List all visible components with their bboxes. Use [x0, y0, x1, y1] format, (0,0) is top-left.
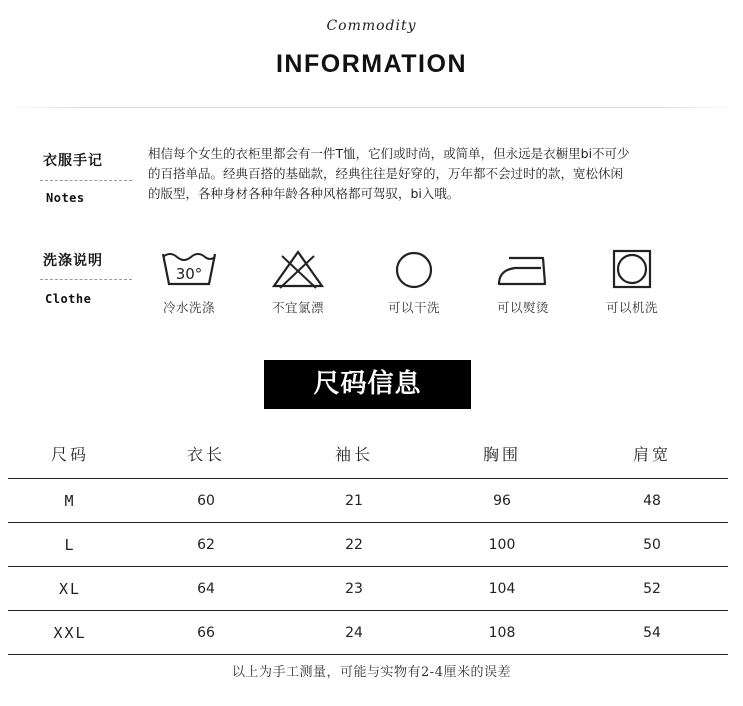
shoulder-cell: 50	[576, 523, 728, 567]
chest-cell: 100	[428, 523, 576, 567]
care-label-iron: 可以熨烫	[496, 300, 549, 315]
notes-label-divider	[40, 180, 132, 181]
chest-cell: 104	[428, 567, 576, 611]
sleeve-cell: 24	[280, 611, 428, 655]
care-label-machine-wash: 可以机洗	[605, 300, 658, 315]
notes-label-cn: 衣服手记	[43, 153, 103, 169]
care-item-iron	[478, 248, 568, 316]
size-info-banner: 尺码信息	[264, 360, 471, 409]
care-label-cold-wash: 冷水洗涤	[162, 300, 215, 315]
header-shoulder: 肩宽	[576, 428, 728, 479]
size-table-header-row	[8, 428, 728, 479]
iron-icon	[493, 248, 553, 290]
notes-label-en: Notes	[46, 191, 85, 205]
care-label-dry-clean: 可以干洗	[387, 300, 440, 315]
care-label-no-bleach: 不宜氯漂	[271, 300, 324, 315]
table-row	[8, 479, 728, 523]
size-table	[8, 428, 728, 655]
tumble-dry-icon	[602, 248, 662, 290]
sleeve-cell: 21	[280, 479, 428, 523]
care-label-divider	[40, 279, 132, 280]
sleeve-cell: 22	[280, 523, 428, 567]
size-cell: XL	[8, 567, 132, 611]
notes-text: 相信每个女生的衣柜里都会有一件T恤，它们或时尚，或简单，但永远是衣橱里bi不可少 的百搭单品。经典百搭的基础款，经典往往是好穿的，万年都不会过时的款，宽松休闲 的版型，各种身材各种年龄各种风格都可驾驭，bi入哦。	[148, 146, 630, 201]
chest-cell: 96	[428, 479, 576, 523]
care-item-machine-wash	[587, 248, 677, 316]
shoulder-cell: 52	[576, 567, 728, 611]
size-cell: L	[8, 523, 132, 567]
page-title: INFORMATION	[275, 50, 467, 78]
care-label-en: Clothe	[45, 292, 92, 306]
size-cell: XXL	[8, 611, 132, 655]
sleeve-cell: 23	[280, 567, 428, 611]
wash-temperature-text: 30°	[175, 265, 203, 283]
length-cell: 62	[132, 523, 280, 567]
care-item-cold-wash	[144, 248, 234, 316]
dry-clean-icon	[384, 248, 444, 290]
length-cell: 64	[132, 567, 280, 611]
header-size: 尺码	[8, 428, 132, 479]
care-label-cn: 洗涤说明	[43, 253, 103, 269]
header-chest: 胸围	[428, 428, 576, 479]
care-item-dry-clean	[369, 248, 459, 316]
shoulder-cell: 48	[576, 479, 728, 523]
length-cell: 60	[132, 479, 280, 523]
no-bleach-icon	[268, 248, 328, 290]
care-item-no-bleach	[253, 248, 343, 316]
table-row	[8, 567, 728, 611]
header-sleeve: 袖长	[280, 428, 428, 479]
length-cell: 66	[132, 611, 280, 655]
header-length: 衣长	[132, 428, 280, 479]
measurement-footnote: 以上为手工测量，可能与实物有2-4厘米的误差	[232, 665, 511, 680]
shoulder-cell: 54	[576, 611, 728, 655]
header-script-word: Commodity	[326, 18, 417, 34]
size-cell: M	[8, 479, 132, 523]
chest-cell: 108	[428, 611, 576, 655]
wash-30-icon	[159, 248, 219, 290]
table-row	[8, 523, 728, 567]
table-row	[8, 611, 728, 655]
header-divider	[8, 107, 735, 108]
